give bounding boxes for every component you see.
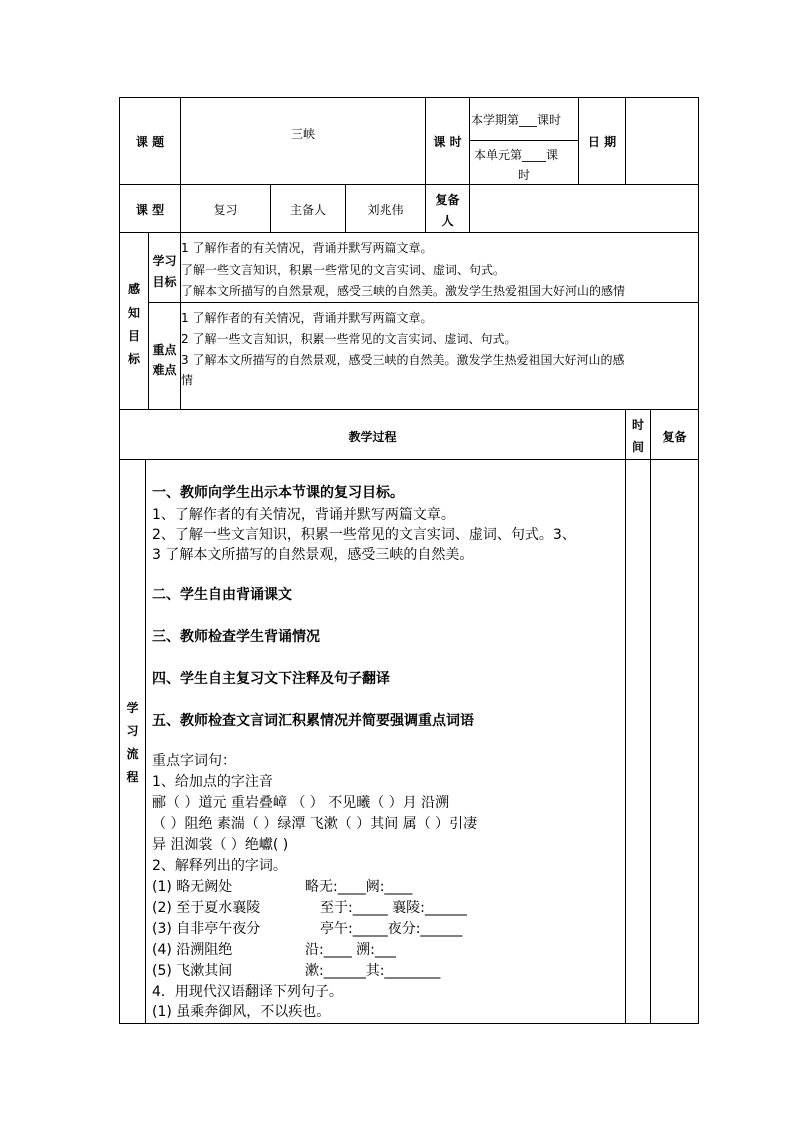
step-1-line: 3 了解本文所描写的自然景观，感受三峡的自然美。: [152, 547, 474, 563]
zhu-bei-ren-value: 刘兆伟: [367, 203, 404, 217]
question-2-item: (4) 沿溯阻绝: [152, 942, 233, 958]
question-4-line: (1) 虽乘奔御风，不以疾也。: [152, 1004, 331, 1020]
learning-goals-label: 学习: [152, 254, 177, 268]
unit-period-suffix: 时: [517, 168, 530, 182]
key-words-heading: 重点字词句：: [152, 753, 236, 769]
question-2-heading: 2、解释列出的字词。: [152, 858, 287, 874]
question-2-answer: 沿:____ 溯:___: [305, 942, 396, 958]
question-1-heading: 1、给加点的字注音: [152, 774, 273, 790]
fu-bei-label-2: 人: [441, 214, 454, 228]
time-label-2: 间: [631, 440, 644, 454]
ke-xing-value: 复习: [213, 203, 238, 217]
question-2-answer: 漱:______其:________: [305, 963, 441, 979]
key-points-label-2: 难点: [152, 363, 177, 377]
question-1-line: （ ）阻绝 素湍（ ）绿潭 飞漱（ ）其间 属（ ）引凄: [152, 816, 478, 832]
question-2-item: (1) 略无阙处: [152, 879, 233, 895]
question-2-answer: 亭午:_____夜分:______: [320, 921, 463, 937]
fu-bei-column-label: 复备: [662, 430, 687, 444]
step-5-heading: 五、教师检查文言词汇积累情况并简要强调重点词语: [152, 713, 474, 729]
key-points-label: 重点: [152, 343, 177, 357]
time-label: 时: [631, 418, 644, 432]
question-2-item: (3) 自非亭午夜分: [152, 921, 261, 937]
semester-period: 本学期第___课时: [471, 113, 562, 127]
step-1-line: 2、了解一些文言知识，积累一些常见的文言实词、虚词、句式。3、: [152, 527, 576, 543]
question-2-item: (2) 至于夏水襄陵: [152, 900, 261, 916]
unit-period: 本单元第____课: [474, 148, 559, 162]
question-1-line: 郦（ ）道元 重岩叠嶂 （ ） 不见曦（ ）月 沿溯: [152, 795, 450, 811]
question-2-answer: 至于:_____ 襄陵:______: [320, 900, 467, 916]
step-2-heading: 二、学生自由背诵课文: [152, 587, 292, 603]
fu-bei-label: 复备: [435, 193, 460, 207]
question-4-heading: 4．用现代汉语翻译下列句子。: [152, 984, 343, 1000]
question-2-answer: 略无:____阙:____: [305, 879, 413, 895]
question-2-item: (5) 飞漱其间: [152, 963, 233, 979]
zhu-bei-ren-label: 主备人: [289, 203, 326, 217]
ke-xing-label: 课 型: [135, 203, 165, 217]
ri-qi-label: 日 期: [587, 135, 617, 149]
lesson-title: 三峡: [290, 127, 315, 141]
step-1-heading: 一、教师向学生出示本节课的复习目标。: [152, 485, 404, 501]
step-1-line: 1、了解作者的有关情况，背诵并默写两篇文章。: [152, 507, 455, 523]
question-1-line: 异 沮洳裳（ ）绝巘( ): [152, 837, 289, 853]
ke-ti-label: 课 题: [135, 135, 165, 149]
ke-shi-label: 课 时: [433, 135, 462, 149]
step-3-heading: 三、教师检查学生背诵情况: [152, 629, 320, 645]
learning-goals-label-2: 目标: [152, 275, 177, 289]
step-4-heading: 四、学生自主复习文下注释及句子翻译: [152, 671, 390, 687]
process-title: 教学过程: [348, 430, 397, 444]
